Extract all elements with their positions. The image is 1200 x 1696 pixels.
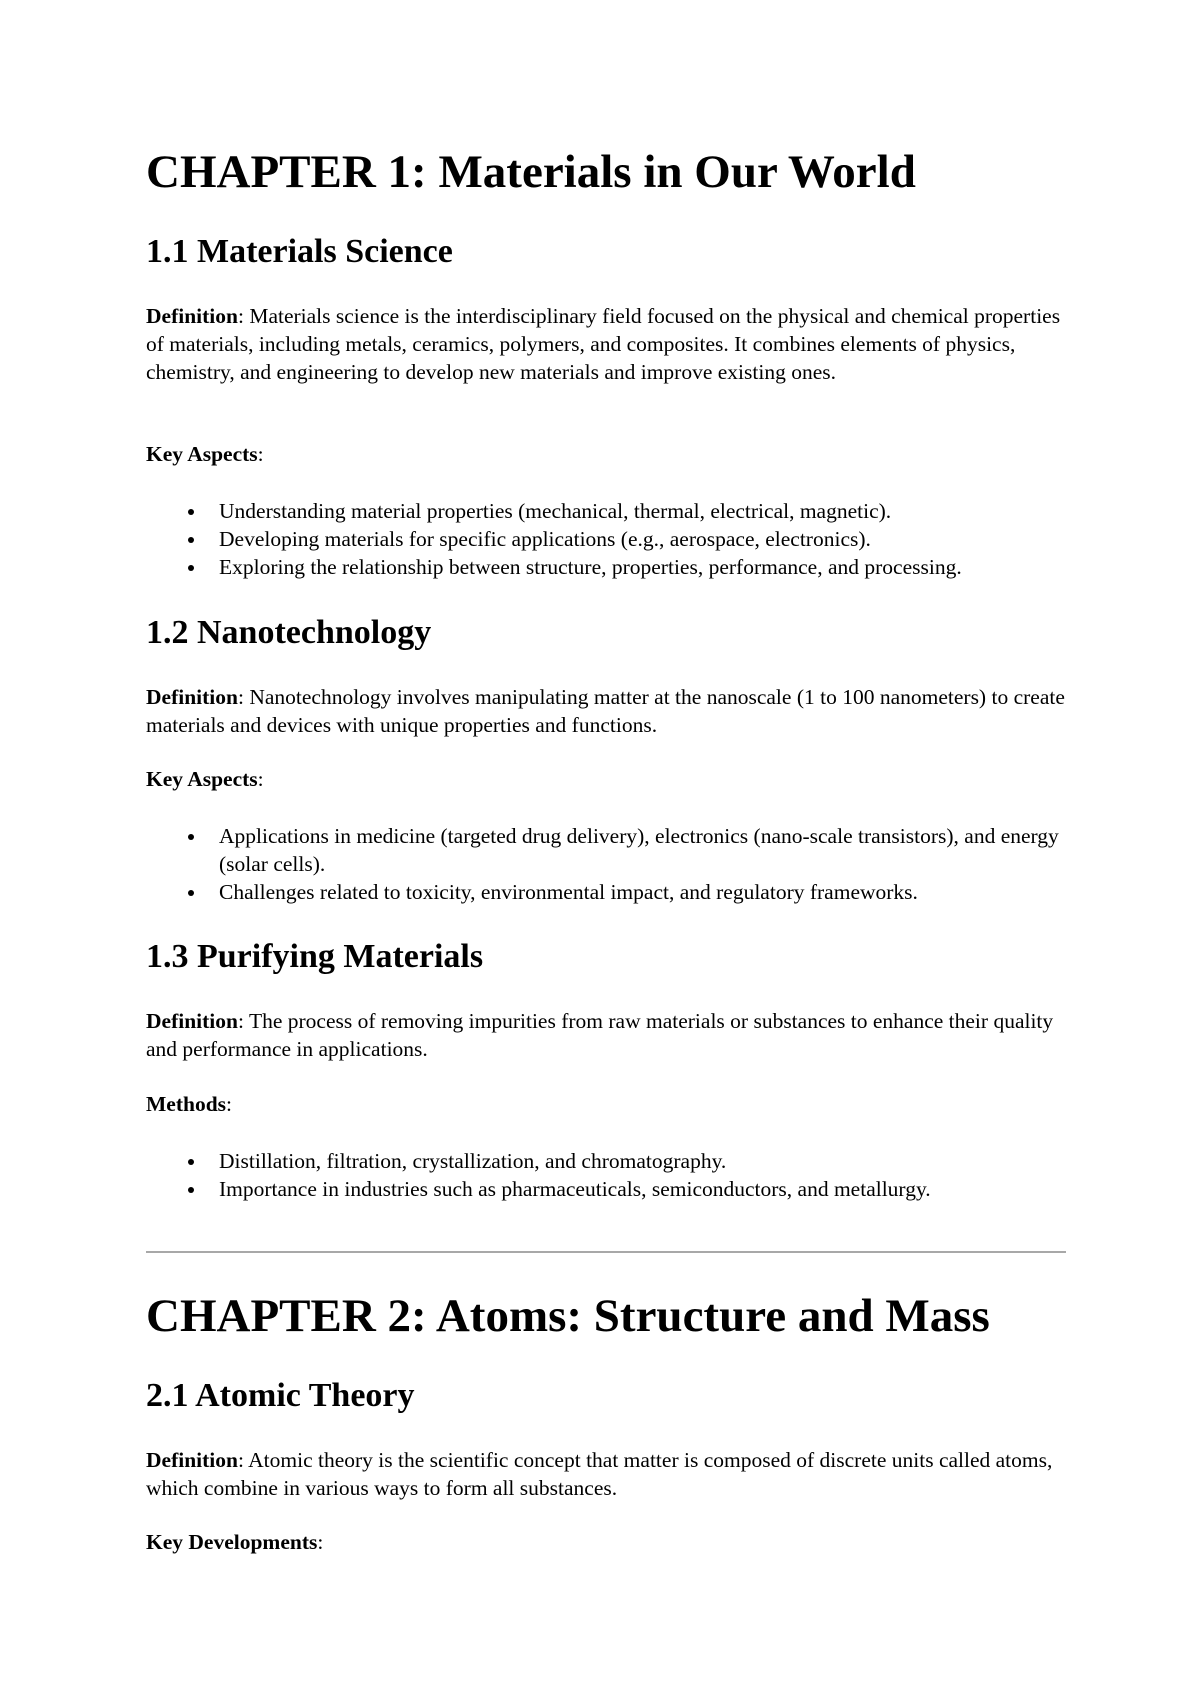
bullet-icon [188,537,194,543]
definition-label: Definition [146,304,238,328]
chapter-1-title: CHAPTER 1: Materials in Our World [146,146,916,198]
definition-label: Definition [146,1448,238,1472]
bullet-icon [188,1187,194,1193]
section-1-2-definition [146,683,1066,739]
section-1-3-bullet-list [146,1147,1066,1203]
definition-text: : Atomic theory is the scientific concept that matter is composed of discrete units called atoms, which combine in various ways to form all substances. [146,1448,1053,1500]
section-1-2-title: 1.2 Nanotechnology [146,614,432,651]
list-item-text: Developing materials for specific applications (e.g., aerospace, electronics). [219,527,871,551]
key-developments-label: Key Developments [146,1530,318,1554]
bullet-icon [188,834,194,840]
label-colon: : [257,442,264,466]
label-colon: : [226,1092,233,1116]
definition-text: : The process of removing impurities from raw materials or substances to enhance their quality and performance in applications. [146,1009,1054,1061]
section-1-3-list-heading [146,1090,1066,1118]
section-1-1-title: 1.1 Materials Science [146,233,453,270]
list-item-text: Understanding material properties (mechanical, thermal, electrical, magnetic). [219,499,892,523]
chapter-2-title: CHAPTER 2: Atoms: Structure and Mass [146,1290,990,1342]
list-item [146,878,1066,906]
section-1-3-definition [146,1007,1066,1063]
section-1-1-definition [146,302,1066,386]
key-aspects-label: Key Aspects [146,442,258,466]
section-2-1-definition [146,1446,1066,1502]
definition-label: Definition [146,685,238,709]
section-2-1-list-heading [146,1528,1066,1556]
section-1-1-list-heading [146,440,1066,468]
list-item-text: Importance in industries such as pharmaceuticals, semiconductors, and metallurgy. [219,1177,931,1201]
list-item [146,1147,1066,1175]
list-item [146,822,1066,878]
bullet-icon [188,1159,194,1165]
list-item [146,525,1066,553]
section-2-1-title: 2.1 Atomic Theory [146,1377,415,1414]
bullet-icon [188,890,194,896]
list-item [146,553,1066,581]
methods-label: Methods [146,1092,227,1116]
key-aspects-label: Key Aspects [146,767,258,791]
label-colon: : [317,1530,324,1554]
definition-text: : Materials science is the interdisciplinary field focused on the physical and chemical properties of materials, including metals, ceramics, polymers, and composites. It combines elements of physics, chemistry, and engineering to develop new materials and improve existing ones. [146,304,1061,384]
section-1-2-bullet-list [146,822,1066,906]
list-item [146,1175,1066,1203]
horizontal-divider [146,1251,1066,1253]
bullet-icon [188,565,194,571]
section-1-2-list-heading [146,765,1066,793]
list-item-text: Exploring the relationship between structure, properties, performance, and processing. [219,555,962,579]
definition-text: : Nanotechnology involves manipulating matter at the nanoscale (1 to 100 nanometers) to create materials and devices with unique properties and functions. [146,685,1065,737]
definition-label: Definition [146,1009,238,1033]
list-item-text: Distillation, filtration, crystallization, and chromatography. [219,1149,727,1173]
bullet-icon [188,509,194,515]
list-item-text: Applications in medicine (targeted drug delivery), electronics (nano-scale transistors), and energy (solar cells). [219,824,1059,876]
list-item-text: Challenges related to toxicity, environmental impact, and regulatory frameworks. [219,880,918,904]
label-colon: : [257,767,264,791]
list-item [146,497,1066,525]
section-1-3-title: 1.3 Purifying Materials [146,938,484,975]
section-1-1-bullet-list [146,497,1066,581]
